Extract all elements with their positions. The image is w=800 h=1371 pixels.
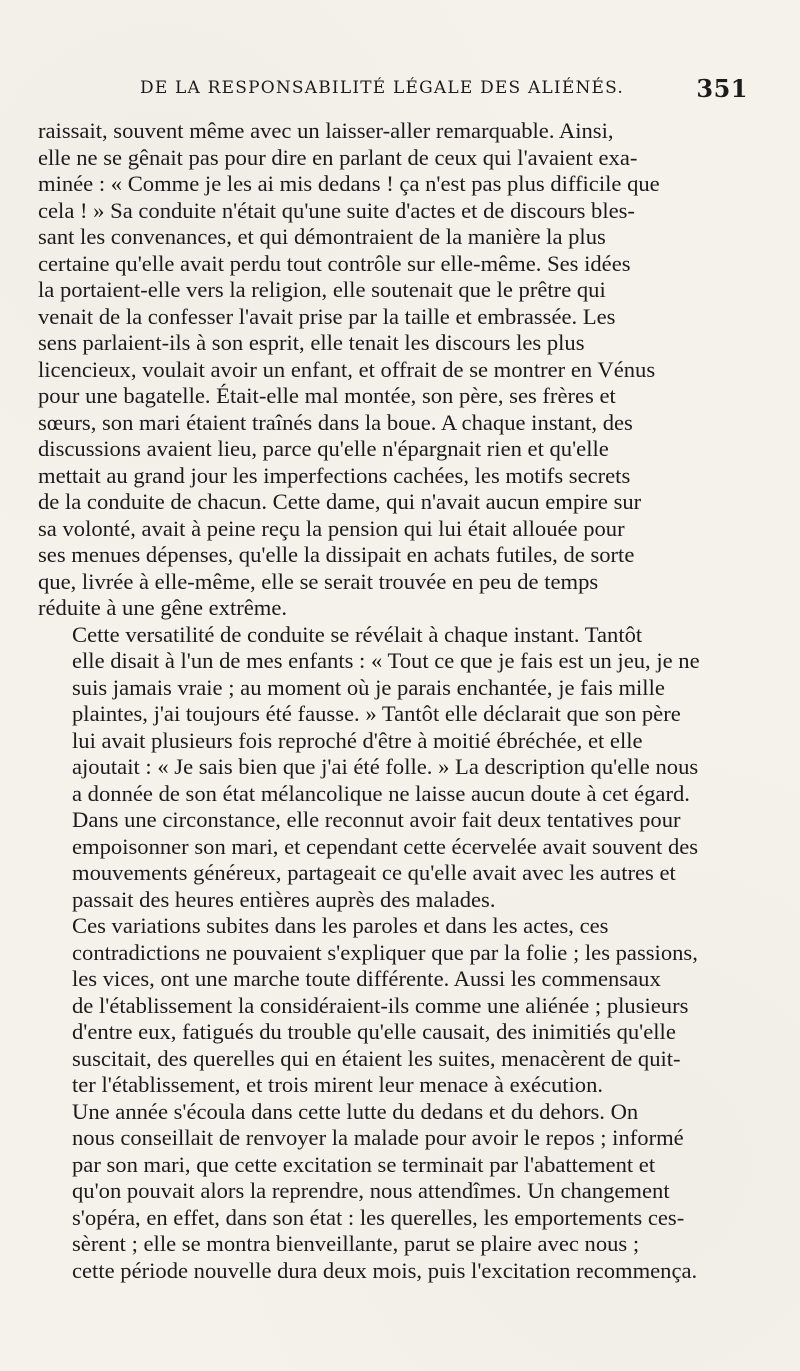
text-line: elle ne se gênait pas pour dire en parlant de ceux qui l'avaient exa- xyxy=(38,144,638,170)
text-line: par son mari, que cette excitation se terminait par l'abattement et xyxy=(72,1151,656,1177)
text-line: les vices, ont une marche toute différente. Aussi les commensaux xyxy=(72,966,661,991)
text-line: ter l'établissement, et trois mirent leur menace à exécution. xyxy=(72,1072,604,1097)
text-line: pour une bagatelle. Était-elle mal montée, son père, ses frères et xyxy=(38,383,616,408)
text-line: licencieux, voulait avoir un enfant, et offrait de se montrer en Vénus xyxy=(38,356,656,382)
text-line: ajoutait : « Je sais bien que j'ai été folle. » La description qu'elle nous xyxy=(72,754,699,779)
text-line: plaintes, j'ai toujours été fausse. » Tantôt elle déclarait que son père xyxy=(72,701,681,726)
text-line: lui avait plusieurs fois reproché d'être à moitié ébréchée, et elle xyxy=(72,727,643,753)
running-head: DE LA RESPONSABILITÉ LÉGALE DES ALIÉNÉS. xyxy=(140,78,624,98)
body-text xyxy=(38,118,762,1284)
text-line: suis jamais vraie ; au moment où je parais enchantée, je fais mille xyxy=(72,674,665,700)
text-line: Une année s'écoula dans cette lutte du dedans et du dehors. On xyxy=(72,1098,639,1124)
text-line: certaine qu'elle avait perdu tout contrôle sur elle-même. Ses idées xyxy=(38,250,631,276)
text-line: qu'on pouvait alors la reprendre, nous attendîmes. Un changement xyxy=(72,1178,670,1203)
text-line: cette période nouvelle dura deux mois, puis l'excitation recommença. xyxy=(72,1257,698,1283)
paragraph-3 xyxy=(38,913,762,1099)
text-line: discussions avaient lieu, parce qu'elle n'épargnait rien et qu'elle xyxy=(38,436,609,461)
text-line: d'entre eux, fatigués du trouble qu'elle causait, des inimitiés qu'elle xyxy=(72,1019,676,1044)
text-line: Cette versatilité de conduite se révélait à chaque instant. Tantôt xyxy=(72,621,643,647)
text-line: sœurs, son mari étaient traînés dans la boue. A chaque instant, des xyxy=(38,409,633,435)
text-line: cela ! » Sa conduite n'était qu'une suite d'actes et de discours bles- xyxy=(38,197,635,223)
text-line: mouvements généreux, partageait ce qu'elle avait avec les autres et xyxy=(72,860,676,885)
text-line: s'opéra, en effet, dans son état : les querelles, les emportements ces- xyxy=(72,1204,685,1230)
text-line: sa volonté, avait à peine reçu la pension qui lui était allouée pour xyxy=(38,515,625,541)
text-line: minée : « Comme je les ai mis dedans ! ça n'est pas plus difficile que xyxy=(38,171,660,196)
paragraph-2 xyxy=(38,622,762,914)
text-line: que, livrée à elle-même, elle se serait trouvée en peu de temps xyxy=(38,568,599,594)
text-line: de l'établissement la considéraient-ils comme une aliénée ; plusieurs xyxy=(72,992,689,1018)
text-line: mettait au grand jour les imperfections cachées, les motifs secrets xyxy=(38,462,631,488)
text-line: sant les convenances, et qui démontraient de la manière la plus xyxy=(38,224,606,249)
text-line: de la conduite de chacun. Cette dame, qui n'avait aucun empire sur xyxy=(38,489,642,514)
text-line: a donnée de son état mélancolique ne laisse aucun doute à cet égard. xyxy=(72,780,690,806)
text-line: Dans une circonstance, elle reconnut avoir fait deux tentatives pour xyxy=(72,807,681,832)
text-line: la portaient-elle vers la religion, elle soutenait que le prêtre qui xyxy=(38,277,606,302)
text-line: sèrent ; elle se montra bienveillante, parut se plaire avec nous ; xyxy=(72,1231,640,1256)
paragraph-1 xyxy=(38,118,762,622)
text-line: Ces variations subites dans les paroles et dans les actes, ces xyxy=(72,913,609,938)
text-line: raissait, souvent même avec un laisser-aller remarquable. Ainsi, xyxy=(38,118,614,143)
text-line: contradictions ne pouvaient s'expliquer que par la folie ; les passions, xyxy=(72,939,698,965)
text-line: nous conseillait de renvoyer la malade pour avoir le repos ; informé xyxy=(72,1125,684,1150)
text-line: réduite à une gêne extrême. xyxy=(38,595,288,620)
paragraph-4 xyxy=(38,1099,762,1285)
text-line: passait des heures entières auprès des malades. xyxy=(72,886,496,912)
text-line: suscitait, des querelles qui en étaient les suites, menacèrent de quit- xyxy=(72,1045,681,1071)
text-line: empoisonner son mari, et cependant cette écervelée avait souvent des xyxy=(72,833,699,859)
text-line: venait de la confesser l'avait prise par la taille et embrassée. Les xyxy=(38,303,616,329)
text-line: elle disait à l'un de mes enfants : « Tout ce que je fais est un jeu, je ne xyxy=(72,648,700,673)
page-number: 351 xyxy=(696,74,748,103)
text-line: ses menues dépenses, qu'elle la dissipait en achats futiles, de sorte xyxy=(38,542,635,567)
text-line: sens parlaient-ils à son esprit, elle tenait les discours les plus xyxy=(38,330,585,355)
page-header xyxy=(140,76,760,108)
